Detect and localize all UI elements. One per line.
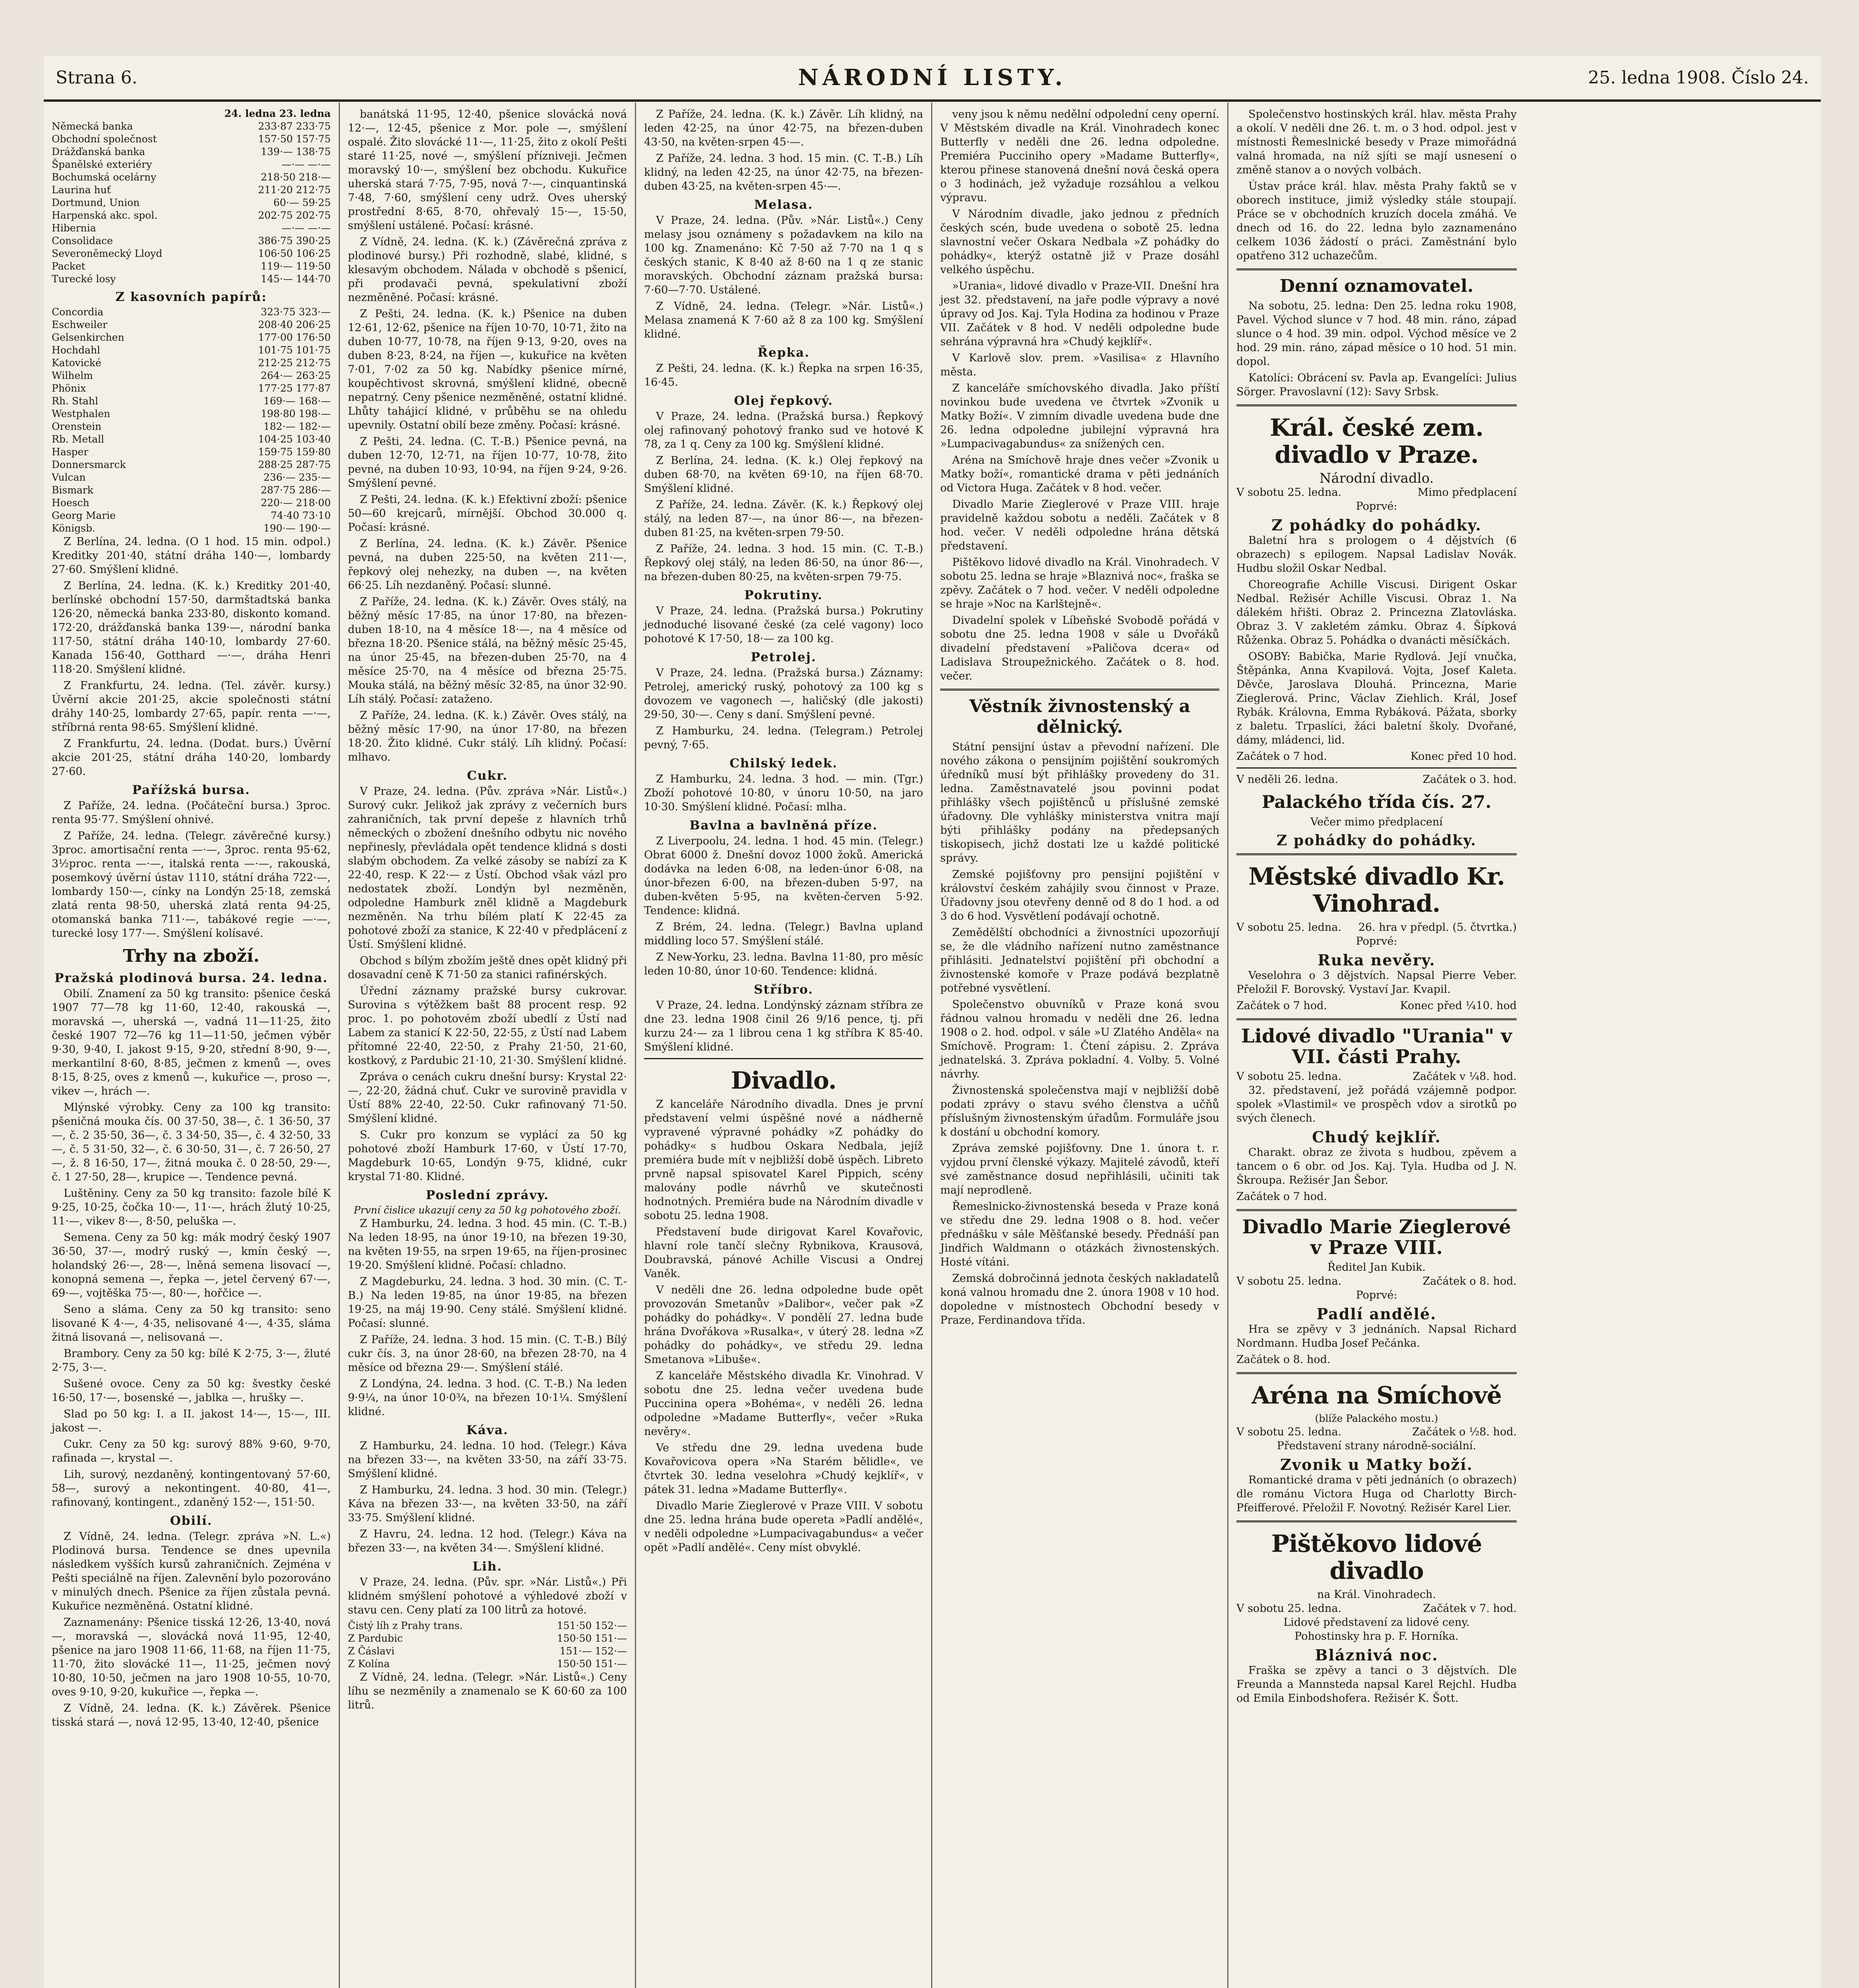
paragraph: Z Havru, 24. ledna. 12 hod. (Telegr.) Káva na březen 33·—, na květen 34·—. Smýšlení klidné. — [348, 1528, 627, 1554]
section-title: Divadlo. — [731, 1067, 836, 1095]
kasa-row — [52, 306, 331, 318]
paragraph: Cukr. Ceny za 50 kg: surový 88% 9·60, 9·70, rafinada —, krystal —. — [52, 1438, 331, 1464]
section-heading: Pokrutiny. — [744, 588, 823, 602]
stock-row-label: Drážďanská banka — [52, 146, 145, 157]
theatre-title: Lidové divadlo "Urania" v VII. části Prahy. — [1241, 1025, 1512, 1068]
lih-row-value: 151·50 152·— — [557, 1620, 627, 1631]
paragraph: Státní pensijní ústav a převodní nařízení. Dle nového zákona o pensijním pojištění soukromých úředníků musí být přihlášky provedeny do 31. ledna. Zaměstnavatelé jsou povinni podat přihlášky všech pojištěnců u příslušné zemské úřadovny. Dle vyhlášky ministerstva vnitra mají býti přihlášky podány na předepsaných tiskopisech, jichž dostati lze u každé politické správy. — [940, 741, 1219, 864]
paragraph: Zpráva zemské pojišťovny. Dne 1. února t. r. vyjdou první členské výkazy. Majitelé závodů, kteří své zaměstnance dosud nepřihlásili, učiniti tak mají neprodleně. — [940, 1142, 1219, 1196]
section-heading: Chilský ledek. — [730, 756, 838, 771]
theatre-title: Divadlo Marie Zieglerové v Praze VIII. — [1242, 1216, 1511, 1259]
start-time: Začátek v 7. hod. — [1423, 1602, 1517, 1615]
stock-row-label: Packet — [52, 260, 85, 272]
paragraph: V Praze, 24. ledna. (Pův. »Nár. Listů«.) Ceny melasy jsou oznámeny s požadavkem na kilo na 100 kg. Znamenáno: Kč 7·50 až 7·70 na 1 q s českých stanic, K 8·40 až 8·60 na 1 q ze stanic moravských. Obchodní záznam pražská bursa: 7·60—7·70. Ustálené. — [644, 214, 923, 296]
stock-row-label: Španělské exteriéry — [52, 159, 152, 170]
stock-row — [52, 273, 331, 285]
section-heading: Cukr. — [467, 769, 508, 783]
lih-row-label: Z Čáslavi — [348, 1645, 395, 1657]
stock-row-label: Harpenská akc. spol. — [52, 210, 158, 221]
kasa-row-value: 104·25 103·40 — [258, 433, 331, 445]
stock-row — [52, 133, 331, 146]
paragraph: Ústav práce král. hlav. města Prahy faktů se v oborech instituce, jimiž výsledky stále stoupají. Práce se v obchodních kruzích docela zmáhá. Ve dnech od 16. do 22. ledna bylo zaznamenáno celkem 1036 žádostí o práci. Zaměstnání bylo opatřeno 312 uchazečům. — [1236, 180, 1517, 262]
paragraph: Z Berlína, 24. ledna. (O 1 hod. 15 min. odpol.) Kreditky 201·40, státní dráha 140·—, lombardy 27·60. Smýšlení klidné. — [52, 536, 331, 576]
kasa-row — [52, 458, 331, 471]
kasa-row-label: Wilhelm — [52, 370, 93, 381]
divider — [644, 1058, 923, 1059]
kasa-row — [52, 420, 331, 433]
lih-row-label: Z Pardubic — [348, 1633, 403, 1644]
paragraph: Veselohra o 3 dějstvích. Napsal Pierre Veber. Přeložil F. Borovský. Vystaví Jar. Kvapil. — [1236, 969, 1517, 996]
kasa-row-label: Hoesch — [52, 497, 89, 509]
paragraph: Charakt. obraz ze života s hudbou, zpěvem a tancem o 6 obr. od Jos. Kaj. Tyla. Hudba od J. N. Škroupa. Režisér Jan Šebor. — [1236, 1146, 1517, 1186]
kasa-row-value: 101·75 101·75 — [258, 344, 331, 356]
play-title: Z pohádky do pohádky. — [1277, 832, 1477, 849]
paragraph: Aréna na Smíchově hraje dnes večer »Zvonik u Matky boží«, romantické drama v pěti jednáních od Victora Huga. Začátek v 8 hod. večer. — [940, 454, 1219, 494]
start-time: Začátek o 3. hod. — [1422, 773, 1517, 786]
kasa-row — [52, 357, 331, 369]
stock-row-label: Turecké losy — [52, 273, 116, 285]
stock-row-label: Dortmund, Union — [52, 197, 140, 208]
subheading: První čislice ukazují ceny za 50 kg pohotového zboží. — [353, 1204, 621, 1216]
paragraph: Zemské pojišťovny pro pensijní pojištění v království českém zahájily svou činnost v Praze. Úřadovny jsou otevřeny denně od 8 do 1 hod. a od 3 do 6 hod. Vysvětlení podávají ochotně. — [940, 868, 1219, 922]
issue-date: 25. ledna 1908. Číslo 24. — [1588, 68, 1809, 88]
paragraph: V Praze, 24. ledna. (Pražská bursa.) Pokrutiny jednoduché lisované české (za celé vagony) loco pohotové K 17·50, 18·— za 100 kg. — [644, 605, 923, 645]
section-title: Trhy na zboží. — [123, 946, 260, 966]
kasa-row-label: Concordia — [52, 306, 104, 318]
paragraph: V Karlově slov. prem. »Vasilisa« z Hlavního města. — [940, 352, 1219, 378]
kasa-row — [52, 408, 331, 420]
section-heading: Melasa. — [754, 198, 813, 212]
paragraph: Z Vídně, 24. ledna. (K. k.) (Závěrečná zpráva z plodinové bursy.) Při rozhodně, slabé, klidné, s klesavým obchodem. Nálada v obchodě s pšenicí, při prodavači pevná, spekulativní zboží nezměněné. Počasí: krásné. — [348, 236, 627, 304]
kasa-row-label: Rb. Metall — [52, 433, 105, 445]
show-note: Představení strany národně-sociální. — [1277, 1440, 1477, 1452]
kasa-row-value: 177·00 176·50 — [258, 332, 331, 343]
kasa-row — [52, 509, 331, 522]
kasa-row-label: Westphalen — [52, 408, 111, 419]
column-5 — [1228, 103, 1525, 1988]
stock-row-label: Německá banka — [52, 120, 133, 132]
paragraph: Brambory. Ceny za 50 kg: bílé K 2·75, 3·—, žluté 2·75, 3·—. — [52, 1347, 331, 1374]
theatre-subtitle: na Král. Vinohradech. — [1317, 1588, 1436, 1601]
kasa-row — [52, 497, 331, 509]
paragraph: V Praze, 24. ledna. (Pražská bursa.) Záznamy: Petrolej, americký ruský, pohotový za 100 kg s dovozem ve vagonech —, haličský (dle jakosti) 29·50, 30·—. Ceny s daní. Smýšlení pevné. — [644, 667, 923, 721]
paragraph: Z Hamburku, 24. ledna. (Telegram.) Petrolej pevný, 7·65. — [644, 725, 923, 751]
play-title: Z pohádky do pohádky. — [1271, 516, 1482, 534]
stock-row-value: 211·20 212·75 — [258, 184, 331, 196]
paragraph: Živnostenská společenstva mají v nejbližší době podati zprávy o stavu svého členstva a učňů příslušným živnostenským úřadům. Formuláře jsou k dostání u obchodní komory. — [940, 1084, 1219, 1138]
lih-table — [348, 1619, 627, 1670]
start-time: Začátek v ¼8. hod. — [1413, 1070, 1517, 1083]
kasa-row-value: 159·75 159·80 — [258, 446, 331, 458]
kasa-row — [52, 369, 331, 382]
paragraph: V Praze, 24. ledna. (Pův. zpráva »Nár. Listů«.) Surový cukr. Jelikož jak zprávy z večerních burs zahraničních, tak první depeše z hlavních trhů německých o zbožení dnešního odbytu nic nového nepřinesly, převládala opět tendence klidná s dosti slabým obchodem. Za velké zásoby se nabízí za K 22·40, resp. K 22·— z Ústí. Obchod však vázl pro nedostatek zboží. Londýn byl nezměněn, odpoledne Hamburk zněl klidně a Magdeburk nezměněn. Na trhu bílém platí K 22·45 za pohotové zboží za stanice, K 22·40 v předplácení z Ústí. Smýšlení klidné. — [348, 785, 627, 951]
paragraph: Obchod s bílým zbožím ještě dnes opět klidný při dosavadní ceně K 71·50 za stanici rafinérských. — [348, 955, 627, 981]
paragraph: 32. představení, jež pořádá vzájemně podpor. spolek »Vlastimil« ve prospěch vdov a sirotků po svých členech. — [1236, 1084, 1517, 1124]
page-number: Strana 6. — [56, 68, 138, 88]
kasa-row-value: 287·75 286·— — [260, 484, 331, 496]
stock-row — [52, 158, 331, 171]
stock-row-label: Bochumská ocelárny — [52, 171, 157, 183]
kasa-row-value: 212·25 212·75 — [258, 357, 331, 369]
kasa-row — [52, 433, 331, 446]
stock-row — [52, 120, 331, 133]
kasa-row-value: 74·40 73·10 — [270, 510, 331, 521]
show-date: V neděli 26. ledna. — [1236, 773, 1339, 786]
theatre-title: Městské divadlo Kr. Vinohrad. — [1248, 863, 1505, 918]
lih-row-value: 150·50 151·— — [557, 1633, 627, 1644]
divider — [1236, 767, 1517, 769]
paragraph: Z Londýna, 24. ledna. 3 hod. (C. T.-B.) Na leden 9·9¼, na únor 10·0¾, na březen 10·1¼. Smýšlení klidné. — [348, 1378, 627, 1418]
lih-row — [348, 1632, 627, 1645]
play-title: Zvonik u Matky boží. — [1280, 1456, 1473, 1474]
director: Ředitel Jan Kubik. — [1327, 1261, 1426, 1274]
end-time: Konec před ¼10. hod — [1400, 1000, 1517, 1012]
stock-row-value: 106·50 106·25 — [258, 248, 331, 259]
section-heading: Obilí. — [170, 1514, 213, 1528]
paragraph: Zaznamenány: Pšenice tisská 12·26, 13·40, nová —, moravská —, slovácká nová 11·95, 12·40, pšenice na jaro 1908 11·66, 11·68, na říjen 11·75, 11·70, žito slovácké 11—, 11·25, ječmen nový 10·80, 10·50, ječmen na jaro 1908 10·55, 10·70, oves 9·10, 9·20, kukuřice —, řepka —. — [52, 1616, 331, 1698]
stock-list — [52, 120, 331, 285]
paragraph: Z Vídně, 24. ledna. (K. k.) Závěrek. Pšenice tisská stará —, nová 12·95, 13·40, 12·40, pšenice — [52, 1702, 331, 1728]
paragraph: V Praze, 24. ledna. (Pův. spr. »Nár. Listů«.) Při klidném smýšlení pohotové a výhledové zboží v stavu cen. Ceny platí za 100 litrů za hotové. — [348, 1576, 627, 1616]
show-date: V sobotu 25. ledna. — [1236, 1275, 1342, 1287]
paragraph: Z Hamburku, 24. ledna. 3 hod. — min. (Tgr.) Zboží pohotové 10·80, v únoru 10·50, na jaro 10·30. Smýšlení klidné. Počasí: mlha. — [644, 773, 923, 813]
divider — [1236, 853, 1517, 855]
kasa-row-value: 198·80 198·— — [260, 408, 331, 419]
paragraph: Z Frankfurtu, 24. ledna. (Dodat. burs.) Úvěrní akcie 201·25, státní dráha 140·20, lombardy 27·60. — [52, 738, 331, 778]
kasa-list — [52, 306, 331, 535]
paragraph: Mlýnské výrobky. Ceny za 100 kg transito: pšeničná mouka čís. 00 37·50, 38—, č. 1 36·50, 37—, č. 2 35·50, 36—, č. 3 34·50, 35—, č. 4 32·50, 33—, č. 5 31·50, 32—, č. 6 30·50, 31—, č. 7 26·50, 27—, ž. 8 16·50, 17—, žitná mouka č. 0 28·50, 29·—, č. 1 27·50, 28—, krupice —. Tendence pevná. — [52, 1101, 331, 1183]
paragraph: Společenstvo obuvníků v Praze koná svou řádnou valnou hromadu v neděli dne 26. ledna 1908 o 2. hod. odpol. v sále »U Zlatého Anděla« na Smíchově. Program: 1. Čtení zápisu. 2. Zpráva jednatelská. 3. Zpráva pokladní. 4. Volby. 5. Volné návrhy. — [940, 998, 1219, 1080]
section-title: Věstník živnostenský a dělnický. — [969, 696, 1191, 737]
kasa-row-value: 288·25 287·75 — [258, 459, 331, 470]
paragraph: Slad po 50 kg: I. a II. jakost 14·—, 15·—, III. jakost —. — [52, 1408, 331, 1434]
start-time: Začátek o 8. hod. — [1236, 1353, 1331, 1366]
start-time: Začátek o 8. hod. — [1422, 1275, 1517, 1287]
end-time: Konec před 10 hod. — [1410, 750, 1517, 763]
paragraph: Z Paříže, 24. ledna. (Počáteční bursa.) 3proc. renta 95·77. Smýšlení ohnivé. — [52, 800, 331, 826]
kasa-row-value: 169·— 168·— — [263, 395, 331, 407]
paragraph: Choreografie Achille Viscusi. Dirigent Oskar Nedbal. Režisér Achille Viscusi. Obraz 1. Na dálekém hřišti. Obraz 2. Princezna Zlatovláska. Obraz 3. V zakletém zámku. Obraz 4. Šípková Růženka. Obraz 5. Pohádka o dvanácti měsíčkách. — [1236, 579, 1517, 646]
stock-row-value: 233·87 233·75 — [258, 120, 331, 132]
paragraph: Hra se zpěvy v 3 jednáních. Napsal Richard Nordmann. Hudba Josef Pečánka. — [1236, 1323, 1517, 1349]
paragraph: Z Brém, 24. ledna. (Telegr.) Bavlna upland middling loco 57. Smýšlení stálé. — [644, 921, 923, 947]
newspaper-title: NÁRODNÍ LISTY. — [798, 64, 1067, 91]
kasa-row — [52, 484, 331, 497]
paragraph: Ve středu dne 29. ledna uvedena bude Kovařovicova opera »Na Starém bělidle«, ve čtvrtek 30. ledna veselohra »Chudý kejklíř«, v pátek 31. ledna »Madame Butterfly«. — [644, 1442, 923, 1496]
stock-row — [52, 171, 331, 184]
theatre-subtitle: Národní divadlo. — [1319, 470, 1434, 486]
section-heading: Pařížská bursa. — [132, 783, 250, 797]
divider — [1236, 404, 1517, 406]
paragraph: Z Hamburku, 24. ledna. 10 hod. (Telegr.) Káva na březen 33·—, na květen 33·50, na září 33·75. Smýšlení klidné. — [348, 1440, 627, 1480]
paragraph: Pištěkovo lidové divadlo na Král. Vinohradech. V sobotu 25. ledna se hraje »Blaznivá noc«, fraška se zpěvy. Začátek o 7 hod. večer. V neděli odpoledne se hraje »Noc na Karlštejně«. — [940, 556, 1219, 610]
paragraph: Společenstvo hostinských král. hlav. města Prahy a okolí. V neděli dne 26. t. m. o 3 hod. odpol. jest v místnosti Řemeslnické besedy v Praze mimořádná valná hromada, na níž sjíti se mají usnesení o změně stanov a o nových volbách. — [1236, 108, 1517, 176]
kasa-row-value: 220·— 218·00 — [260, 497, 331, 509]
show-date: V sobotu 25. ledna. — [1236, 1070, 1342, 1083]
kasa-row-label: Donnersmarck — [52, 459, 126, 470]
paragraph: Zpráva o cenách cukru dnešní bursy: Krystal 22·—, 22·20, žádná chuť. Cukr ve surovině pravidla v Ústí 88% 22·40, 22·50. Cukr rafinovaný 71·50. Smýšlení klidné. — [348, 1071, 627, 1125]
paragraph: Fraška se zpěvy a tanci o 3 dějstvích. Dle Freunda a Mannsteda napsal Karel Rejchl. Hudba od Emila Einbodshofera. Režisér K. Šott. — [1236, 1664, 1517, 1705]
paragraph: Z New-Yorku, 23. ledna. Bavlna 11·80, pro měsíc leden 10·80, únor 10·60. Tendence: klidná. — [644, 951, 923, 977]
play-title: Ruka nevěry. — [1318, 951, 1436, 969]
show-date: V sobotu 25. ledna. — [1236, 1602, 1342, 1615]
stock-row-label: Obchodní společnost — [52, 133, 157, 145]
stock-row-value: 157·50 157·75 — [258, 133, 331, 145]
paragraph: Z Pešti, 24. ledna. (K. k.) Pšenice na duben 12·61, 12·62, pšenice na říjen 10·70, 10·71, žito na duben 10·77, 10·78, na říjen 9·13, 9·20, oves na duben 8·23, 8·24, na říjen —, kukuřice na květen 7·01, 7·02 za 50 kg. Nabídky pšenice mírné, koupěchtivost skrovná, smýšlení klidné, obecně nepatrný. Ceny pšenice nezměněné, ostatní klidné. Lhůty tahájicí klidné, v průběhu se na ohledu upevnily. Ostatní obilí beze změny. Počasí: krásné. — [348, 308, 627, 431]
kasa-row-label: Georg Marie — [52, 510, 116, 521]
paragraph: Z Paříže, 24. ledna. (K. k.) Závěr. Oves stálý, na běžný měsíc 17·85, na únor 17·80, na březen-duben 18·10, na 4 měsíce 18·—, na 4 měsíce od března 18·20. Pšenice stálá, na běžný měsíc 25·45, na únor 25·45, na březen-duben 25·70, na 4 měsíce 25·70, na 4 měsíce od března 25·75. Mouka stálá, na běžný měsíc 32·85, na únor 32·90. Líh stálý. Počasí: zataženo. — [348, 596, 627, 705]
stock-row — [52, 222, 331, 235]
section-title: Denní oznamovatel. — [1279, 276, 1474, 296]
paragraph: Z Paříže, 24. ledna. Závěr. (K. k.) Řepkový olej stálý, na leden 87·—, na únor 86·—, na březen-duben 81·25, na květen-srpen 79·50. — [644, 499, 923, 539]
paragraph: Obilí. Znamení za 50 kg transito: pšenice česká 1907 77—78 kg 11·60, 12·40, rakouská —, moravská —, uherská —, vadná 11—11·25, žito české 1907 72—76 kg 11—11·50, ječmen výběr 9·30, 9·40, I. jakost 9·15, 9·20, střední 8·90, 9·—, merkantilní 8·60, 8·85, ječmen z kmenů —, oves 8·15, 8·25, oves z kmenů —, kukuřice —, proso —, vikev —, hrách —. — [52, 988, 331, 1097]
kasa-row-value: 264·— 263·25 — [260, 370, 331, 381]
paragraph: Z Pešti, 24. ledna. (K. k.) Řepka na srpen 16·35, 16·45. — [644, 362, 923, 388]
paragraph: Z Berlína, 24. ledna. (K. k.) Kreditky 201·40, berlínské obchodní 157·50, darmštadtská banka 126·20, německá banka 233·80, diskonto komand. 172·20, drážďanská banka 139·—, národní banka 117·50, státní dráha 140·10, lombardy 27·60. Kanada 156·40, Gotthard —·—, dráha Henri 118·20. Smýšlení klidné. — [52, 580, 331, 676]
paragraph: Lih, surový, nezdaněný, kontingentovaný 57·60, 58—, surový a nekontingent. 40·80, 41—, rafinovaný, kontingent., zdaněný 152·—, 151·50. — [52, 1468, 331, 1508]
kasa-row-value: 208·40 206·25 — [258, 319, 331, 330]
divider — [1236, 1018, 1517, 1020]
section-heading: Petrolej. — [751, 650, 817, 664]
show-note: Lidové představení za lidové ceny. — [1283, 1616, 1470, 1629]
lih-row — [348, 1619, 627, 1632]
paragraph: V Praze, 24. ledna. (Pražská bursa.) Řepkový olej rafinovaný pohotový franko sud ve hotové K 78, za 1 q. Ceny za 100 kg. Smýšlení klidné. — [644, 410, 923, 450]
show-note: Večer mimo předplacení — [1310, 816, 1443, 828]
show-date: V sobotu 25. ledna. — [1236, 486, 1342, 499]
stock-row-value: 139·— 138·75 — [260, 146, 331, 157]
lih-row — [348, 1658, 627, 1670]
play-title: Padlí andělé. — [1316, 1305, 1437, 1323]
section-heading: Pražská plodinová bursa. 24. ledna. — [54, 971, 328, 985]
paragraph: Divadelní spolek v Líbeňské Svobodě pořádá v sobotu dne 25. ledna 1908 v sále u Dvořáků divadelní představení »Paličova dcera« od Ladislava Stroupežnického. Začátek o 8. hod. večer. — [940, 614, 1219, 682]
paragraph: Úřední záznamy pražské bursy cukrovar. Surovina s výtěžkem bašt 88 procent resp. 92 proc. 1. po pohotovém zboží ubedlí z Ústí nad Labem za stanicí K 22·50, 22·55, z Ústí nad Labem přítomné 22·40, 22·50, z Prahy 21·50, 21·60, kostkový, z Pardubic 21·10, 21·30. Smýšlení klidné. — [348, 985, 627, 1067]
first-label: Poprvé: — [1356, 1289, 1397, 1301]
kasa-row-value: 190·— 190·— — [263, 522, 331, 534]
paragraph: Řemeslnicko-živnostenská beseda v Praze koná ve středu dne 29. ledna 1908 o 8. hod. večer přednášku v sále Měšťanské besedy. Přednáší pan Jindřich Waldmann o otázkách živnostenských. Hosté vítáni. — [940, 1200, 1219, 1268]
paragraph: Divadlo Marie Zieglerové v Praze VIII. hraje pravidelně každou sobotu a neděli. Začátek v 8 hod. večer. V neděli odpoledne hrána dětská představení. — [940, 498, 1219, 552]
section-heading: Káva. — [466, 1423, 508, 1437]
paragraph: Z Paříže, 24. ledna. 3 hod. 15 min. (C. T.-B.) Bílý cukr čís. 3, na únor 28·60, na březen 28·70, na 4 měsíce od března 29·—. Smýšlení stálé. — [348, 1334, 627, 1374]
paragraph: V Praze, 24. ledna. Londýnský záznam stříbra ze dne 23. ledna 1908 činil 26 9/16 pence, tj. při kurzu 24·— za 1 librou cena 1 kg stříbra K 85·40. Smýšlení klidné. — [644, 999, 923, 1053]
kasa-row — [52, 382, 331, 395]
kasa-row-label: Phönix — [52, 382, 86, 394]
start-time: Začátek o 7 hod. — [1236, 1190, 1327, 1203]
kasa-row — [52, 522, 331, 535]
stock-row-label: Hibernia — [52, 222, 96, 234]
lih-row — [348, 1645, 627, 1658]
kasa-row — [52, 344, 331, 357]
kasa-row-label: Königsb. — [52, 522, 95, 534]
paragraph: Seno a sláma. Ceny za 50 kg transito: seno lisované K 4·—, 4·35, nelisované 4·—, 4·35, sláma žitná lisovaná —, nelisovaná —. — [52, 1303, 331, 1343]
stock-row-label: Laurina huť — [52, 184, 111, 196]
paragraph: Na sobotu, 25. ledna: Den 25. ledna roku 1908, Pavel. Východ slunce v 7 hod. 48 min. ráno, západ slunce o 4 hod. 39 min. odpol. Východ měsíce ve 2 hod. 29 min. ráno, západ měsíce o 10 hod. 51 min. dopol. — [1236, 300, 1517, 368]
kasa-row-value: 177·25 177·87 — [258, 382, 331, 394]
show-note: 26. hra v předpl. (5. čtvrtka.) — [1358, 921, 1517, 934]
paragraph: Sušené ovoce. Ceny za 50 kg: švestky české 16·50, 17·—, bosenské —, jablka —, hrušky —. — [52, 1378, 331, 1404]
theatre-title: Král. české zem. divadlo v Praze. — [1270, 414, 1483, 469]
paragraph: Z kanceláře smíchovského divadla. Jako příští novinkou bude uvedena ve čtvrtek »Zvonik u Matky Boží«. V zimním divadle uvedena bude dne 26. ledna odpoledne jubilejní výpravná hra »Lumpacivagabundus« za snížených cen. — [940, 382, 1219, 450]
paragraph: Z Hamburku, 24. ledna. 3 hod. 30 min. (Telegr.) Káva na březen 33·—, na květen 33·50, na září 33·75. Smýšlení klidné. — [348, 1484, 627, 1524]
lih-row-label: Čistý líh z Prahy trans. — [348, 1620, 463, 1631]
kasa-row-label: Vulcan — [52, 472, 86, 483]
theatre-subtitle: (blíže Palackého mostu.) — [1315, 1413, 1438, 1424]
stock-row — [52, 184, 331, 196]
kasa-row — [52, 318, 331, 331]
paragraph: Z Berlína, 24. ledna. (K. k.) Olej řepkový na duben 68·70, na květen 69·10, na říjen 68·70. Smýšlení klidné. — [644, 454, 923, 495]
kasa-row-label: Hochdahl — [52, 344, 100, 356]
paragraph: Z kanceláře Národního divadla. Dnes je první představení velmi úspěšné nové a nádherně vypravené výpravné pohádky »Z pohádky do pohádky« s hudbou Oskara Nedbala, jejíž premiéra bude mít v nejbližší době úspěch. Libreto prvně napsal spisovatel Karel Pippich, scény malovány podle návrhů ve skutečnosti hodnotných. Premiéra bude na Národním divadle v sobotu 25. ledna 1908. — [644, 1098, 923, 1222]
paragraph: Z Paříže, 24. ledna. 3 hod. 15 min. (C. T.-B.) Řepkový olej stálý, na leden 86·50, na únor 86·—, na březen-duben 80·25, na květen-srpen 79·75. — [644, 543, 923, 583]
paragraph: Z Vídně, 24. ledna. (Telegr. »Nár. Listů«.) Melasa znamená K 7·60 až 8 za 100 kg. Smýšlení klidné. — [644, 300, 923, 340]
kasa-row-value: 323·75 323·— — [260, 306, 331, 318]
stock-row-value: —·— —·— — [281, 222, 331, 234]
paragraph: Z Berlína, 24. ledna. (K. k.) Závěr. Pšenice pevná, na duben 225·50, na květen 211·—, řepkový olej nehezky, na duben —, na květen 66·25. Líh nezdaněný. Počasí: slunné. — [348, 538, 627, 592]
kasa-row-label: Rh. Stahl — [52, 395, 98, 407]
kasa-row-label: Orenstein — [52, 421, 102, 432]
paragraph: Z Pešti, 24. ledna. (K. k.) Efektivní zboží: pšenice 50—60 krejcarů, mírnější. Obchod 30.000 q. Počasí: krásné. — [348, 493, 627, 534]
kasa-row-label: Bismark — [52, 484, 93, 496]
kasa-row-label: Gelsenkirchen — [52, 332, 124, 343]
section-heading: Olej řepkový. — [734, 394, 833, 408]
stock-row-label: Consolidace — [52, 235, 113, 247]
kasa-row — [52, 395, 331, 408]
divider — [1236, 1372, 1517, 1374]
paragraph: »Urania«, lidové divadlo v Praze-VII. Dnešní hra jest 32. představení, na jaře podle výpravy a nové úpravy od Jos. Kaj. Tyla Hodina za hodinou v Praze VII. Začátek v 8 hod. V neděli odpoledne bude sehrána výpravná hra »Chudý kejklíř«. — [940, 280, 1219, 348]
kasa-row-label: Katovické — [52, 357, 101, 369]
paragraph: Zemědělští obchodníci a živnostníci upozorňují se, že dle vládního nařízení nutno zaměstnance přihlásiti. Jednatelství pojištění při obchodní a živnostenské komoře v Praze podává bezplatně potřebné vysvětlení. — [940, 926, 1219, 994]
paragraph: veny jsou k němu nedělní odpolední ceny operní. V Městském divadle na Král. Vinohradech konec Butterfly v neděli dne 26. ledna odpoledne. Premiéra Pucciniho opery »Madame Butterfly«, kterou přinese stanovená dnešní nová česká opera o 3 hodinách, jež vyžaduje rozsáhlou a velkou výpravu. — [940, 108, 1219, 204]
stock-row — [52, 235, 331, 247]
section-heading: Poslední zprávy. — [426, 1188, 549, 1202]
paragraph: Semena. Ceny za 50 kg: mák modrý český 1907 36·50, 37·—, modrý ruský —, kmín český —, holandský 26·—, 28·—, lněná semena lisovací —, konopná semena —, řepka —, jetel červený 67·—, 69·—, vojtěška 75·—, 80·—, hořčice —. — [52, 1231, 331, 1299]
divider — [940, 689, 1219, 691]
start-time: Začátek o 7 hod. — [1236, 750, 1327, 763]
column-3 — [636, 103, 932, 1988]
stock-row-value: 60·— 59·25 — [273, 197, 331, 208]
paragraph: Z Liverpoolu, 24. ledna. 1 hod. 45 min. (Telegr.) Obrat 6000 ž. Dnešní dovoz 1000 žoků. Americká dodávka na leden 6·08, na leden-únor 6·08, na únor-březen 6·00, na březen-duben 5·97, na duben-květen 5·95, na květen-červen 5·92. Tendence: klidná. — [644, 835, 923, 917]
paragraph: Romantické drama v pěti jednáních (o obrazech) dle románu Victora Huga od Charlotty Birch-Pfeifferové. Přeložil F. Novotný. Režisér Karel Lier. — [1236, 1474, 1517, 1514]
date-header: 24. ledna 23. ledna — [224, 108, 331, 119]
paragraph: Z Paříže, 24. ledna. (K. k.) Závěr. Líh klidný, na leden 42·25, na únor 42·75, na březen-duben 43·50, na květen-srpen 45·—. — [644, 108, 923, 148]
paragraph: Z Magdeburku, 24. ledna. 3 hod. 30 min. (C. T.-B.) Na leden 19·85, na únor 19·85, na březen 19·25, na máj 19·90. Ceny stálé. Smýšlení klidné. Počasí: slunné. — [348, 1276, 627, 1330]
paragraph: Z Vídně, 24. ledna. (Telegr. zpráva »N. L.«) Plodinová bursa. Tendence se dnes upevnila následkem vyšších kursů zahraničních. Zejména v Pešti speciálně na říjen. Zalevnění bylo pozorováno v minulých dnech. Pšenice za říjen zůstala pevná. Kukuřice nezměněná. Ostatní klidné. — [52, 1530, 331, 1612]
column-4 — [932, 103, 1228, 1988]
start-time: Začátek o ½8. hod. — [1412, 1426, 1517, 1438]
section-heading: Z kasovních papírů: — [115, 290, 267, 304]
section-heading: Stříbro. — [754, 982, 813, 997]
paragraph: Z Frankfurtu, 24. ledna. (Tel. závěr. kursy.) Úvěrní akcie 201·25, akcie společnosti státní dráhy 140·25, lombardy 27·65, papír. renta —·—, stříbrná renta 98·65. Smýšlení klidné. — [52, 679, 331, 734]
paragraph: Katolíci: Obrácení sv. Pavla ap. Evangelíci: Julius Sörger. Pravoslavní (12): Savy Srbsk. — [1236, 372, 1517, 398]
theatre-title: Palackého třída čís. 27. — [1261, 792, 1492, 812]
paragraph: Luštěniny. Ceny za 50 kg transito: fazole bílé K 9·25, 10·25, čočka 10·—, 11·—, hrách žlutý 10·25, 11·—, vikev 8·—, 8·50, peluška —. — [52, 1187, 331, 1227]
first-label: Poprvé: — [1356, 500, 1397, 513]
stock-row — [52, 247, 331, 260]
paragraph: Představení bude dirigovat Karel Kovařovic, hlavní role tančí slečny Rybnikova, Krausová, Doubravská, pánové Achille Viscusi a Ondrej Vaněk. — [644, 1226, 923, 1280]
lih-row-label: Z Kolína — [348, 1658, 390, 1670]
stock-row-value: 119·— 119·50 — [260, 260, 331, 272]
kasa-row-label: Hasper — [52, 446, 89, 458]
paragraph: OSOBY: Babička, Marie Rydlová. Její vnučka, Štěpánka, Anna Kvapilová. Vojta, Josef Kaleta. Děvče, Jaroslava Dlouhá. Princezna, Marie Zieglerová. Princ, Václav Ziehlich. Král, Josef Rybák. Královna, Emma Rybáková. Pážata, sborky z baletu. Trpaslíci, žáci baletní školy. Dvořané, dámy, mládenci, lid. — [1236, 650, 1517, 746]
stock-row — [52, 196, 331, 209]
start-time: Začátek o 7 hod. — [1236, 1000, 1327, 1012]
play-title: Bláznivá noc. — [1315, 1646, 1438, 1664]
kasa-row-value: 182·— 182·— — [263, 421, 331, 432]
stock-row-value: —·— —·— — [281, 159, 331, 170]
paragraph: Baletní hra s prologem o 4 dějstvích (6 obrazech) s epilogem. Napsal Ladislav Novák. Hudbu složil Oskar Nedbal. — [1236, 534, 1517, 575]
theatre-title: Pištěkovo lidové divadlo — [1271, 1530, 1482, 1585]
paragraph: Z Vídně, 24. ledna. (Telegr. »Nár. Listů«.) Ceny líhu se nezměnily a znamenalo se K 60·60 za 100 litrů. — [348, 1671, 627, 1711]
divider — [1236, 1520, 1517, 1522]
paragraph: banátská 11·95, 12·40, pšenice slovácká nová 12·—, 12·45, pšenice z Mor. pole —, smýšlení ospalé. Žito slovácké 11·—, 11·25, žito z okolí Pešti staré 11·25, nové —, smýšlení přízniveji. Ječmen moravský 10·—, smýšlení bez obchodu. Kukuřice uherská stará 7·75, 7·95, nová 7·—, cinquantinská 7·48, 7·60, smýšlení ceny udrž. Oves uherský prostřední 8·65, 8·70, ohřevalý 15·—, 15·50, smýšlení ustálené. Počasí: krásné. — [348, 108, 627, 232]
paragraph: Z Pešti, 24. ledna. (C. T.-B.) Pšenice pevná, na duben 12·70, 12·71, na říjen 10·77, 10·78, žito pevné, na duben 10·93, 10·94, na říjen 9·24, 9·26. Smýšlení pevné. — [348, 435, 627, 489]
columns — [44, 103, 1821, 1988]
section-heading: Lih. — [472, 1559, 503, 1574]
paragraph: Zemská dobročinná jednota českých nakladatelů koná valnou hromadu dne 2. února 1908 v 10 hod. dopoledne v místnostech Obchodní besedy v Praze, Ferdinandova třída. — [940, 1272, 1219, 1326]
show-date: V sobotu 25. ledna. — [1236, 1426, 1342, 1438]
page-header — [44, 56, 1821, 102]
stock-row — [52, 260, 331, 273]
paragraph: V neděli dne 26. ledna odpoledne bude opět provozován Smetanův »Dalibor«, večer pak »Z pohádky do pohádky«. V pondělí 27. ledna bude hrána Dvořákova »Rusalka«, v úterý 28. ledna »Z pohádky do pohádky«, ve středu 29. ledna Smetanova »Libuše«. — [644, 1284, 923, 1366]
column-2 — [340, 103, 636, 1988]
paragraph: Z Paříže, 24. ledna. (K. k.) Závěr. Oves stálý, na běžný měsíc 17·90, na únor 17·80, na březen 18·20. Žito klidné. Cukr stálý. Líh klidný. Počasí: mlhavo. — [348, 709, 627, 763]
stock-row-value: 145·— 144·70 — [260, 273, 331, 285]
paragraph: Z Paříže, 24. ledna. 3 hod. 15 min. (C. T.-B.) Líh klidný, na leden 42·25, na únor 42·75, na březen-duben 43·25, na květen-srpen 45·—. — [644, 152, 923, 192]
divider — [1236, 1209, 1517, 1211]
stock-row-value: 202·75 202·75 — [258, 210, 331, 221]
stock-row — [52, 209, 331, 222]
paragraph: Z Hamburku, 24. ledna. 3 hod. 45 min. (C. T.-B.) Na leden 18·95, na únor 19·10, na březen 19·30, na květen 19·55, na srpen 19·65, na říjen-prosinec 19·20. Smýšlení klidné. Počasí: chladno. — [348, 1217, 627, 1272]
play-title: Chudý kejklíř. — [1312, 1128, 1441, 1146]
kasa-row-value: 236·— 235·— — [263, 472, 331, 483]
paragraph: Z kanceláře Městského divadla Kr. Vinohrad. V sobotu dne 25. ledna večer uvedena bude Puccinina opera »Bohéma«, v neděli 26. ledna odpoledne »Madame Butterfly«, večer »Ruka nevěry«. — [644, 1370, 923, 1438]
stock-row-value: 386·75 390·25 — [258, 235, 331, 247]
stock-row — [52, 146, 331, 158]
column-1 — [44, 103, 340, 1988]
paragraph: V Národním divadle, jako jednou z předních českých scén, bude uvedena o sobotě 25. ledna slavnostní večer Oskara Nedbala »Z pohádky do pohádky«, kterýž ostatně již v Praze dosáhl velkého úspěchu. — [940, 208, 1219, 276]
kasa-row-label: Eschweiler — [52, 319, 108, 330]
theatre-title: Aréna na Smíchově — [1252, 1382, 1502, 1409]
lih-row-value: 151·— 152·— — [559, 1645, 627, 1657]
section-heading: Bavlna a bavlněná příze. — [689, 818, 878, 833]
lih-row-value: 150·50 151·— — [557, 1658, 627, 1670]
first-label: Pohostinsky hra p. F. Horníka. — [1294, 1630, 1459, 1642]
section-heading: Řepka. — [757, 346, 810, 360]
newspaper-page — [44, 56, 1821, 1988]
stock-row-value: 218·50 218·— — [260, 171, 331, 183]
kasa-row — [52, 331, 331, 344]
paragraph: S. Cukr pro konzum se vyplácí za 50 kg pohotové zboží Hamburk 17·60, v Ústí 17·70, Magdeburk 10·65, Londýn 9·75, klidné, cukr krystal 71·80. Klidné. — [348, 1129, 627, 1183]
show-note: Mimo předplacení — [1417, 486, 1517, 499]
paragraph: Divadlo Marie Zieglerové v Praze VIII. V sobotu dne 25. ledna hrána bude opereta »Padlí andělé«, v neděli odpoledne »Lumpacivagabundus« a večer opět »Padlí andělé«. Ceny míst obvyklé. — [644, 1500, 923, 1554]
kasa-row — [52, 471, 331, 484]
paragraph: Z Paříže, 24. ledna. (Telegr. závěrečné kursy.) 3proc. amortisační renta —·—, 3proc. renta 95·62, 3½proc. renta —·—, italská renta —·—, rakouská, posemkový úvěrní ústav 1110, státní dráha 722·—, lombardy 150·—, cínky na Londýn 25·18, zemská zlatá renta 98·50, uherská zlatá renta 94·25, otomanská banka 711·—, tabákové regie —·—, turecké losy 177·—. Smýšlení kolísavé. — [52, 830, 331, 940]
stock-row-label: Severoněmecký Lloyd — [52, 248, 163, 259]
show-date: V sobotu 25. ledna. — [1236, 921, 1342, 934]
first-label: Poprvé: — [1356, 935, 1397, 947]
divider — [1236, 268, 1517, 270]
kasa-row — [52, 446, 331, 458]
